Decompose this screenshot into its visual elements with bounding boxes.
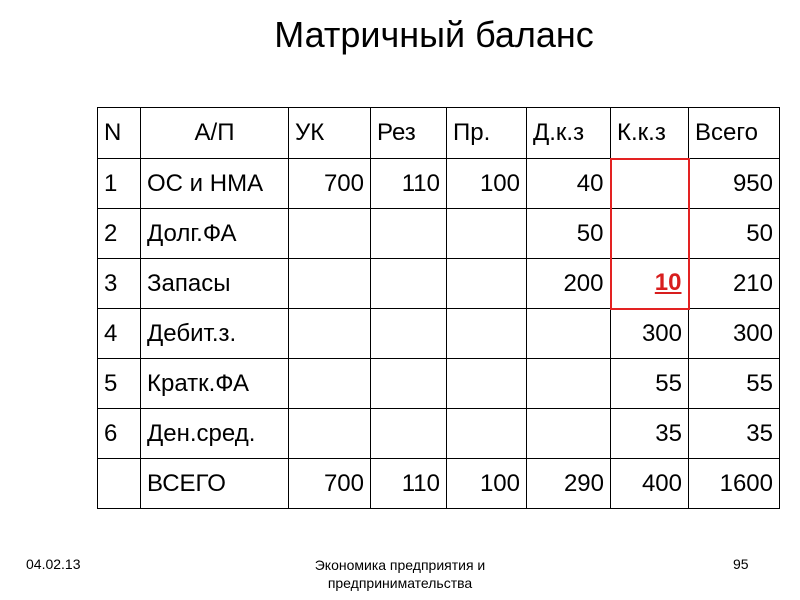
cell-total: 55 xyxy=(689,359,780,409)
cell-rez: 110 xyxy=(371,159,447,209)
cell-dkz: 200 xyxy=(527,259,611,309)
cell-uk xyxy=(289,409,371,459)
cell-rez xyxy=(371,359,447,409)
cell-pr xyxy=(447,209,527,259)
cell-rez: 110 xyxy=(371,459,447,509)
table-row xyxy=(98,309,780,359)
table-row xyxy=(98,409,780,459)
cell-kkz xyxy=(611,159,689,209)
row-name: Кратк.ФА xyxy=(141,359,289,409)
cell-dkz xyxy=(527,309,611,359)
total-row xyxy=(98,459,780,509)
cell-kkz: 400 xyxy=(611,459,689,509)
row-number xyxy=(98,459,141,509)
header-uk: УК xyxy=(289,108,371,159)
footer-course-title: Экономика предприятия и предпринимательства xyxy=(314,557,486,591)
cell-pr xyxy=(447,309,527,359)
header-rez: Рез xyxy=(371,108,447,159)
cell-total: 950 xyxy=(689,159,780,209)
slide-title: Матричный баланс xyxy=(274,14,594,55)
cell-uk xyxy=(289,209,371,259)
cell-pr: 100 xyxy=(447,159,527,209)
row-name: Ден.сред. xyxy=(141,409,289,459)
cell-rez xyxy=(371,309,447,359)
cell-total: 50 xyxy=(689,209,780,259)
cell-dkz: 50 xyxy=(527,209,611,259)
cell-kkz-highlighted: 10 xyxy=(611,259,689,309)
row-number: 5 xyxy=(98,359,141,409)
row-name: Дебит.з. xyxy=(141,309,289,359)
row-name: Запасы xyxy=(141,259,289,309)
cell-uk xyxy=(289,309,371,359)
cell-kkz: 55 xyxy=(611,359,689,409)
footer-date: 04.02.13 xyxy=(26,556,81,572)
row-name: ОС и НМА xyxy=(141,159,289,209)
cell-kkz: 300 xyxy=(611,309,689,359)
cell-dkz xyxy=(527,409,611,459)
header-pr: Пр. xyxy=(447,108,527,159)
cell-uk: 700 xyxy=(289,459,371,509)
header-row xyxy=(98,108,780,159)
cell-dkz xyxy=(527,359,611,409)
row-name: Долг.ФА xyxy=(141,209,289,259)
header-total: Всего xyxy=(689,108,780,159)
cell-uk: 700 xyxy=(289,159,371,209)
cell-total: 210 xyxy=(689,259,780,309)
header-kkz: К.к.з xyxy=(611,108,689,159)
cell-pr: 100 xyxy=(447,459,527,509)
cell-pr xyxy=(447,259,527,309)
cell-kkz: 35 xyxy=(611,409,689,459)
cell-dkz: 290 xyxy=(527,459,611,509)
row-number: 2 xyxy=(98,209,141,259)
cell-total: 35 xyxy=(689,409,780,459)
table-row xyxy=(98,209,780,259)
table-row xyxy=(98,259,780,309)
row-number: 1 xyxy=(98,159,141,209)
header-n: N xyxy=(98,108,141,159)
cell-rez xyxy=(371,209,447,259)
table-row xyxy=(98,159,780,209)
cell-total: 300 xyxy=(689,309,780,359)
cell-pr xyxy=(447,359,527,409)
cell-total: 1600 xyxy=(689,459,780,509)
cell-pr xyxy=(447,409,527,459)
row-number: 4 xyxy=(98,309,141,359)
header-ap: А/П xyxy=(141,108,289,159)
cell-rez xyxy=(371,259,447,309)
cell-dkz: 40 xyxy=(527,159,611,209)
matrix-balance-table xyxy=(97,107,780,509)
cell-kkz xyxy=(611,209,689,259)
footer-page-number: 95 xyxy=(733,556,749,572)
header-dkz: Д.к.з xyxy=(527,108,611,159)
row-name: ВСЕГО xyxy=(141,459,289,509)
row-number: 6 xyxy=(98,409,141,459)
cell-uk xyxy=(289,259,371,309)
cell-uk xyxy=(289,359,371,409)
row-number: 3 xyxy=(98,259,141,309)
cell-rez xyxy=(371,409,447,459)
table-row xyxy=(98,359,780,409)
